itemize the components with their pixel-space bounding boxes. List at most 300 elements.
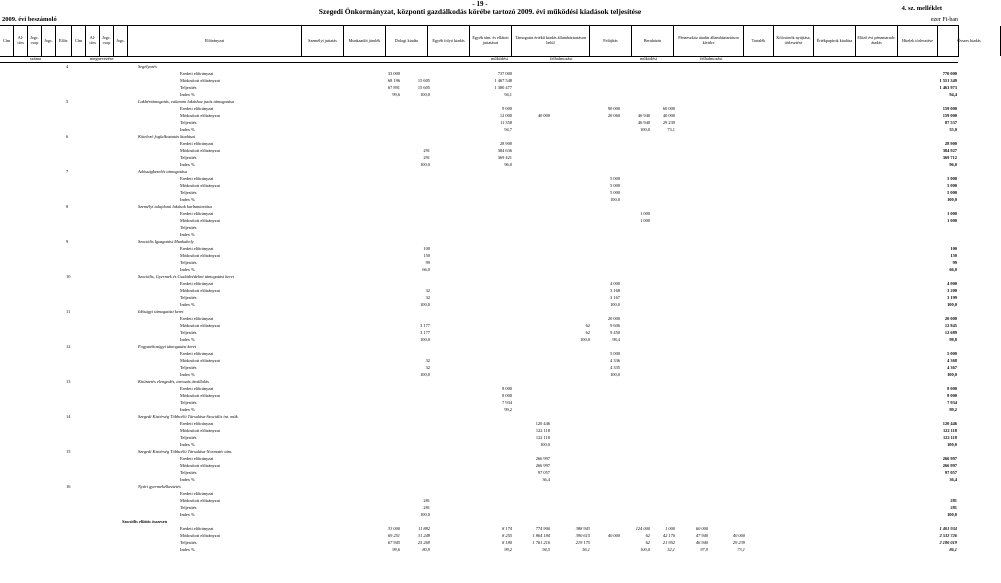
row-label: Módosított előirányzat: [180, 218, 220, 223]
value-cell: 100,0: [947, 197, 957, 202]
row-number: 4: [66, 64, 69, 69]
table-row: [0, 476, 958, 483]
table-row: [0, 469, 958, 476]
value-cell: 8 000: [502, 393, 512, 398]
row-label: Módosított előirányzat: [180, 253, 220, 258]
column-header: Dologi kiadás: [386, 26, 428, 56]
table-row: [0, 231, 958, 238]
value-cell: 2 532 726: [939, 533, 957, 538]
value-cell: 94,7: [504, 127, 512, 132]
value-cell: 1 864 184: [532, 533, 550, 538]
value-cell: 122 118: [535, 428, 550, 433]
value-cell: 99,6: [392, 547, 400, 552]
value-cell: 8 000: [947, 393, 957, 398]
value-cell: 7 934: [502, 400, 512, 405]
section-row: [0, 168, 958, 175]
row-label: Módosított előirányzat: [180, 533, 220, 538]
table-row: [0, 280, 958, 287]
row-label: Teljesítés: [180, 225, 197, 230]
column-header: Al-cím: [86, 26, 100, 56]
column-header: Személyi juttatás: [302, 26, 344, 56]
row-label: Index %: [180, 372, 195, 377]
value-cell: 40 000: [662, 113, 675, 118]
value-cell: 100,0: [580, 337, 590, 342]
table-row: [0, 322, 958, 329]
table-row: [0, 539, 958, 546]
row-label: Szegedi Kistérség Többcélú Társulása-Normatív tám.: [138, 449, 233, 454]
row-label: Index %: [180, 337, 195, 342]
value-cell: 33 000: [387, 526, 400, 531]
row-label: Kötelező foglalkoztatás kiadásai: [138, 134, 196, 139]
table-row: [0, 329, 958, 336]
row-label: Eredeti előirányzat: [180, 246, 214, 251]
value-cell: 36,4: [949, 477, 957, 482]
value-cell: 62: [585, 330, 590, 335]
value-cell: 99,2: [949, 407, 957, 412]
row-label: Szociális, Gyermek és Családvédelmi támogatási keret: [138, 274, 234, 279]
row-label: Eredeti előirányzat: [180, 176, 214, 181]
value-cell: 96,0: [949, 162, 957, 167]
table-row: [0, 441, 958, 448]
row-number: 8: [66, 204, 69, 209]
row-label: Teljesítés: [180, 260, 197, 265]
column-header: Előző évi pénzmaradv. átadás: [856, 26, 898, 56]
value-cell: 384 927: [942, 148, 957, 153]
row-label: Eredeti előirányzat: [180, 316, 214, 321]
row-number: 13: [66, 379, 71, 384]
row-label: Index %: [180, 92, 195, 97]
value-cell: 159 000: [942, 113, 957, 118]
value-cell: 5 000: [947, 190, 957, 195]
row-label: Eredeti előirányzat: [180, 281, 214, 286]
column-header: Munkaadói járulék: [344, 26, 386, 56]
value-cell: 266 997: [535, 463, 550, 468]
section-row: [0, 63, 958, 70]
row-label: Teljesítés: [180, 365, 197, 370]
value-cell: 25 269: [417, 540, 430, 545]
value-cell: 96,0: [504, 162, 512, 167]
value-cell: 2 180 019: [939, 540, 957, 545]
column-header: Előirányzat: [128, 26, 302, 56]
value-cell: 266 997: [942, 456, 957, 461]
value-cell: 32: [425, 288, 430, 293]
value-cell: 11 882: [418, 526, 430, 531]
row-number: 9: [66, 239, 69, 244]
table-row: [0, 140, 958, 147]
table-row: [0, 196, 958, 203]
value-cell: 120 446: [942, 421, 957, 426]
value-cell: 100,0: [420, 337, 430, 342]
table-row: [0, 385, 958, 392]
column-header: Jogc.: [42, 26, 56, 56]
row-number: 6: [66, 134, 69, 139]
row-number: 16: [66, 484, 71, 489]
value-cell: 100: [423, 246, 430, 251]
value-cell: 99: [952, 260, 957, 265]
value-cell: 60 000: [662, 106, 675, 111]
value-cell: 67 945: [387, 540, 400, 545]
row-label: Módosított előirányzat: [180, 78, 220, 83]
value-cell: 46 940: [637, 113, 650, 118]
table-row: [0, 126, 958, 133]
value-cell: 1 000: [665, 526, 675, 531]
row-label: Index %: [180, 442, 195, 447]
row-label: Szegedi Kistérség Többcélú Társulása-Szociális int. műk.: [138, 414, 239, 419]
value-cell: 5 000: [947, 183, 957, 188]
row-label: Segélyezés: [138, 64, 157, 69]
table-row: [0, 119, 958, 126]
value-cell: 97 057: [537, 470, 550, 475]
value-cell: 5 000: [610, 190, 620, 195]
value-cell: 29 239: [732, 540, 745, 545]
value-cell: 281: [423, 498, 430, 503]
value-cell: 94,4: [949, 92, 957, 97]
value-cell: 100,0: [947, 372, 957, 377]
value-cell: 100,0: [420, 512, 430, 517]
value-cell: 4 335: [610, 365, 620, 370]
value-cell: 291: [423, 148, 430, 153]
column-header: Jogc.: [114, 26, 128, 56]
value-cell: 56,1: [582, 547, 590, 552]
row-number: 15: [66, 449, 71, 454]
table-row: [0, 112, 958, 119]
value-cell: 86,1: [949, 547, 957, 552]
row-label: Teljesítés: [180, 155, 197, 160]
value-cell: 5 000: [610, 183, 620, 188]
value-cell: 266 997: [535, 456, 550, 461]
value-cell: 100: [950, 246, 957, 251]
table-row: [0, 161, 958, 168]
value-cell: 100,0: [420, 372, 430, 377]
row-label: Módosított előirányzat: [180, 358, 220, 363]
row-label: Lakbértámogatás, valamint lakáshoz jutás támogatása: [138, 99, 234, 104]
row-label: Idősügyi támogatási keret: [138, 309, 184, 314]
table-row: [0, 259, 958, 266]
value-cell: 1 401 934: [939, 526, 957, 531]
value-cell: 40 000: [732, 533, 745, 538]
table-row: [0, 175, 958, 182]
column-header: Pénzeszköz átadás államháztartáson kívülre: [674, 26, 744, 56]
row-label: Teljesítés: [180, 295, 197, 300]
value-cell: 3 199: [947, 295, 957, 300]
value-cell: 100,0: [640, 127, 650, 132]
value-cell: 4 368: [947, 358, 957, 363]
row-label: Eredeti előirányzat: [180, 211, 214, 216]
page-number: - 19 -: [472, 0, 488, 8]
column-header: Kölcsönök nyújtása, törlesztése: [774, 26, 814, 56]
row-label: Szociális Igazgatási Munkahely: [138, 239, 194, 244]
row-label: Teljesítés: [180, 330, 197, 335]
row-label: Teljesítés: [180, 470, 197, 475]
value-cell: 100,0: [420, 162, 430, 167]
row-label: Módosított előirányzat: [180, 148, 220, 153]
row-label: Nyári gyermekélkeztetés: [138, 484, 181, 489]
value-cell: 69 251: [387, 533, 400, 538]
value-cell: 124 000: [635, 526, 650, 531]
annex-label: 4. sz. melléklet: [901, 5, 942, 12]
row-label: Eredeti előirányzat: [180, 106, 214, 111]
value-cell: 99,2: [504, 407, 512, 412]
value-cell: 100,0: [610, 302, 620, 307]
value-cell: 20 000: [944, 316, 957, 321]
value-cell: 281: [423, 505, 430, 510]
table-row: [0, 301, 958, 308]
value-cell: 1 761 216: [532, 540, 550, 545]
row-number: 5: [66, 99, 69, 104]
value-cell: 266 997: [942, 463, 957, 468]
row-label: Teljesítés: [180, 190, 197, 195]
column-header: Felújítás: [590, 26, 632, 56]
value-cell: 62: [585, 323, 590, 328]
value-cell: 20 060: [607, 113, 620, 118]
table-row: [0, 490, 958, 497]
section-row: [0, 273, 958, 280]
value-cell: 1 467 548: [494, 78, 512, 83]
row-label: Eredeti előirányzat: [180, 456, 214, 461]
row-label: Módosított előirányzat: [180, 498, 220, 503]
table-row: [0, 217, 958, 224]
row-label: Index %: [180, 407, 195, 412]
value-cell: 281: [950, 498, 957, 503]
row-label: Index %: [180, 162, 195, 167]
row-label: Teljesítés: [180, 400, 197, 405]
table-row: [0, 406, 958, 413]
page-title: Szegedi Önkormányzat, központi gazdálkodás körébe tartozó 2009. évi működési kiadások teljesítése: [318, 7, 642, 16]
column-header: Egyéb tám. és ellátott juttatásai: [470, 26, 512, 56]
section-row: [0, 448, 958, 455]
value-cell: 29 239: [662, 120, 675, 125]
table-row: [0, 434, 958, 441]
value-cell: 36,4: [542, 477, 550, 482]
table-row: [0, 399, 958, 406]
value-cell: 67 891: [387, 85, 400, 90]
column-header-row: [0, 25, 981, 57]
subheader-number: száma: [30, 56, 41, 61]
row-label: Teljesítés: [180, 505, 197, 510]
value-cell: 15 605: [417, 78, 430, 83]
value-cell: 12 845: [944, 323, 957, 328]
value-cell: 5 000: [947, 351, 957, 356]
subheader-operating-2: működési: [640, 56, 658, 61]
section-row: [0, 483, 958, 490]
table-row: [0, 70, 958, 77]
table-row: [0, 427, 958, 434]
value-cell: 122 118: [942, 435, 957, 440]
table-row: [0, 504, 958, 511]
value-cell: 3 177: [420, 330, 430, 335]
value-cell: 8 000: [947, 386, 957, 391]
value-cell: 100,0: [540, 442, 550, 447]
table-row: [0, 287, 958, 294]
column-header: Összes kiadás: [938, 26, 1001, 56]
column-header: Hitelek törlesztése: [898, 26, 938, 56]
value-cell: 1 551 349: [939, 78, 957, 83]
row-label: Teljesítés: [180, 120, 197, 125]
value-cell: 369 421: [497, 155, 512, 160]
column-header: Beruházás: [632, 26, 674, 56]
row-label: Index %: [180, 197, 195, 202]
value-cell: 55,0: [949, 127, 957, 132]
value-cell: 219 175: [575, 540, 590, 545]
value-cell: 62: [645, 540, 650, 545]
value-cell: 150: [423, 253, 430, 258]
table-row: [0, 392, 958, 399]
row-label: Szociális ellátás összesen: [122, 519, 168, 524]
value-cell: 40 000: [607, 533, 620, 538]
row-label: Módosított előirányzat: [180, 463, 220, 468]
table-row: [0, 91, 958, 98]
subheader-name: megnevezése: [90, 56, 114, 61]
value-cell: 9 606: [610, 323, 620, 328]
row-label: Módosított előirányzat: [180, 183, 220, 188]
value-cell: 3 177: [420, 323, 430, 328]
row-label: Eredeti előirányzat: [180, 351, 214, 356]
row-label: Kitüntetés elengedés, tartozás átvállalás: [138, 379, 209, 384]
value-cell: 1 000: [947, 211, 957, 216]
value-cell: 98,4: [612, 337, 620, 342]
value-cell: 5 000: [610, 176, 620, 181]
row-label: Index %: [180, 547, 195, 552]
column-header: Jogc. csop: [100, 26, 114, 56]
value-cell: 66,0: [422, 267, 430, 272]
value-cell: 770 000: [942, 71, 957, 76]
row-label: Index %: [180, 302, 195, 307]
value-cell: 100,0: [420, 302, 430, 307]
value-cell: 1 000: [947, 218, 957, 223]
value-cell: 8 255: [502, 533, 512, 538]
value-cell: 5 000: [947, 176, 957, 181]
row-label: Eredeti előirányzat: [180, 526, 214, 531]
value-cell: 122 118: [535, 435, 550, 440]
value-cell: 28 900: [499, 141, 512, 146]
subheader-operating-1: működési: [491, 56, 509, 61]
value-cell: 150: [950, 253, 957, 258]
table-row: [0, 77, 958, 84]
column-header: Tartalék: [744, 26, 774, 56]
table-row: [0, 336, 958, 343]
value-cell: 1 000: [640, 211, 650, 216]
value-cell: 390 615: [575, 533, 590, 538]
table-row: [0, 182, 958, 189]
value-cell: 3 167: [610, 295, 620, 300]
row-label: Index %: [180, 232, 195, 237]
table-row: [0, 252, 958, 259]
section-row: [0, 203, 958, 210]
table-row: [0, 210, 958, 217]
value-cell: 99,2: [504, 547, 512, 552]
value-cell: 9 000: [502, 106, 512, 111]
value-cell: 73,1: [667, 127, 675, 132]
table-row: [0, 294, 958, 301]
row-label: Módosított előirányzat: [180, 288, 220, 293]
value-cell: 60 000: [695, 526, 708, 531]
value-cell: 100,0: [947, 442, 957, 447]
value-cell: 774 900: [535, 526, 550, 531]
table-row: [0, 462, 958, 469]
table-row: [0, 105, 958, 112]
unit-label: ezer Ft-ban: [930, 17, 958, 23]
table-row: [0, 532, 958, 539]
section-row: [0, 98, 958, 105]
row-label: Fogyatékosügyi támogatási keret: [138, 344, 197, 349]
value-cell: 7 934: [947, 400, 957, 405]
value-cell: 120 446: [535, 421, 550, 426]
section-row: [0, 133, 958, 140]
column-header: Al-cím: [14, 26, 28, 56]
value-cell: 8 000: [502, 386, 512, 391]
value-cell: 46 940: [695, 540, 708, 545]
subheader-capital-2: felhalmozási: [700, 56, 723, 61]
row-label: Eredeti előirányzat: [180, 141, 214, 146]
value-cell: 1 463 973: [939, 85, 957, 90]
value-cell: 52,1: [667, 547, 675, 552]
row-number: 12: [66, 344, 71, 349]
row-label: Index %: [180, 267, 195, 272]
table-row: [0, 546, 958, 553]
table-row: [0, 357, 958, 364]
table-row: [0, 350, 958, 357]
value-cell: 94,1: [504, 92, 512, 97]
subheader-capital-1: felhalmozási: [550, 56, 573, 61]
value-cell: 122 118: [942, 428, 957, 433]
section-row: [0, 308, 958, 315]
value-cell: 388 943: [575, 526, 590, 531]
row-label: Módosított előirányzat: [180, 428, 220, 433]
row-label: Módosított előirányzat: [180, 323, 220, 328]
value-cell: 97 057: [944, 470, 957, 475]
value-cell: 97,9: [700, 547, 708, 552]
section-row: [0, 413, 958, 420]
table-row: [0, 364, 958, 371]
value-cell: 33 000: [387, 71, 400, 76]
value-cell: 31 248: [417, 533, 430, 538]
table-row: [0, 154, 958, 161]
column-header: Cím: [72, 26, 86, 56]
value-cell: 11 358: [500, 120, 512, 125]
table-row: [0, 497, 958, 504]
row-label: Eredeti előirányzat: [180, 71, 214, 76]
value-cell: 281: [950, 505, 957, 510]
section-row: [0, 378, 958, 385]
value-cell: 32: [425, 295, 430, 300]
table-row: [0, 224, 958, 231]
row-label: Eredeti előirányzat: [180, 421, 214, 426]
row-label: Módosított előirányzat: [180, 113, 220, 118]
value-cell: 369 712: [942, 155, 957, 160]
value-cell: 32: [425, 358, 430, 363]
total-row: [0, 518, 958, 525]
value-cell: 3 200: [947, 288, 957, 293]
table-row: [0, 420, 958, 427]
row-label: Index %: [180, 512, 195, 517]
value-cell: 68 196: [387, 78, 400, 83]
value-cell: 87 537: [944, 120, 957, 125]
value-cell: 100,0: [420, 92, 430, 97]
value-cell: 99,6: [392, 92, 400, 97]
value-cell: 42 170: [662, 533, 675, 538]
column-header: Cím: [0, 26, 14, 56]
value-cell: 291: [423, 155, 430, 160]
row-label: Személyi tulajdonú lakások karbantartása: [138, 204, 212, 209]
value-cell: 5 000: [610, 351, 620, 356]
value-cell: 1 000: [640, 218, 650, 223]
column-header: Támogatás értékű kiadás államháztartáson belül: [512, 26, 590, 56]
value-cell: 80,9: [422, 547, 430, 552]
value-cell: 99: [425, 260, 430, 265]
row-label: Teljesítés: [180, 435, 197, 440]
value-cell: 737 000: [497, 71, 512, 76]
table-row: [0, 245, 958, 252]
